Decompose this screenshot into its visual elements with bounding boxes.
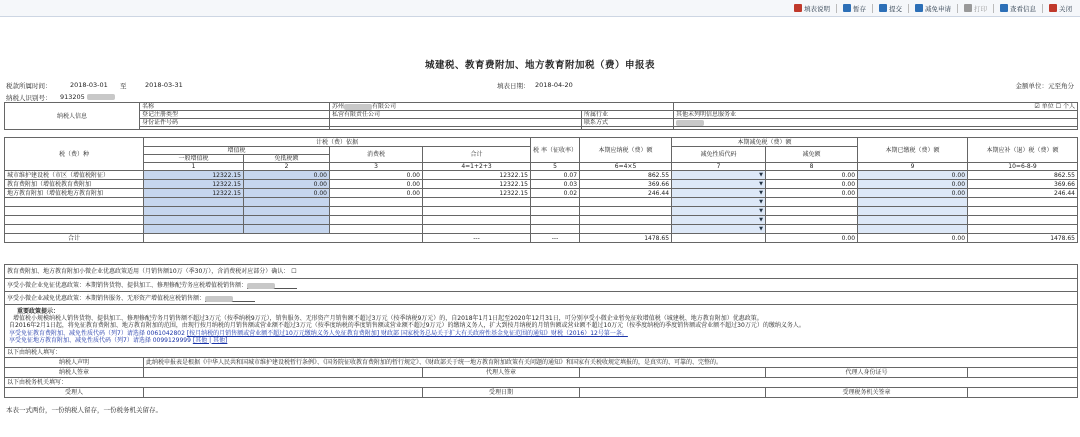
tax-type-header: 税（费）种 <box>5 138 144 171</box>
empty-cell <box>766 225 858 234</box>
agent-id-field[interactable] <box>968 368 1078 378</box>
tax-type-name: 地方教育附加（增值税地方教育附加 <box>5 189 144 198</box>
empty-cell <box>766 207 858 216</box>
paid-input[interactable]: 0.00 <box>858 180 968 189</box>
col-num: 5 <box>531 163 580 171</box>
exempt-header: 免抵税额 <box>244 155 330 163</box>
toolbar-separator <box>957 4 958 13</box>
paid-input[interactable]: 0.00 <box>858 171 968 180</box>
tax-type-name <box>5 198 144 207</box>
confirm-checkbox[interactable]: ☐ <box>291 268 297 275</box>
acceptor-label: 受理人 <box>5 388 144 398</box>
chevron-down-icon: ▼ <box>759 217 764 223</box>
agent-sign-label: 代理人签章 <box>423 368 580 378</box>
basis-header: 计税（费）依据 <box>144 138 531 147</box>
table-row-empty <box>5 216 1078 225</box>
empty-cell <box>330 216 423 225</box>
empty-cell <box>766 198 858 207</box>
reduce-amount-value: 0.00 <box>766 171 858 180</box>
reduce-amount-value: 0.00 <box>766 180 858 189</box>
empty-cell <box>423 225 531 234</box>
col-num: 8 <box>766 163 858 171</box>
exempt-input[interactable] <box>244 207 330 216</box>
chevron-down-icon: ▼ <box>759 208 764 214</box>
entity-type-options: ☑ 单位 ☐ 个人 <box>674 103 1078 111</box>
period-end: 2018-03-31 <box>145 81 183 89</box>
rate-value: 0.02 <box>531 189 580 198</box>
reduce-amount-value: 0.00 <box>766 189 858 198</box>
reduce-code-select[interactable] <box>672 207 766 216</box>
help-doc-icon <box>794 4 802 12</box>
reduce-code-select[interactable] <box>672 225 766 234</box>
general-vat-input[interactable]: 12322.15 <box>144 180 244 189</box>
chevron-down-icon: ▼ <box>759 226 764 232</box>
rate-value: 0.07 <box>531 171 580 180</box>
vat-header: 增值税 <box>144 147 330 155</box>
paid-input[interactable] <box>858 216 968 225</box>
reg-type-label: 登记注册类型 <box>140 111 330 119</box>
reduce-apply-icon <box>915 4 923 12</box>
declare-text: 此纳税申报表是根据《中华人民共和国城市维护建设税暂行条例》、《国务院征收教育费附加的暂行规定》、《财政部关于统一地方教育附加政策有关问题的通知》和国家有关税收规定填报的，是真实的、可靠的、完整的。 <box>144 358 1078 368</box>
redacted-mark <box>676 120 704 126</box>
unit-radio[interactable]: ☑ <box>1034 103 1040 110</box>
reduce-code-header: 减免性质代码 <box>672 147 766 163</box>
refund-value: 369.66 <box>968 180 1078 189</box>
print-icon <box>964 4 972 12</box>
empty-cell <box>531 225 580 234</box>
contact-label: 联系方式 <box>582 119 674 127</box>
total-dash: --- <box>531 234 580 243</box>
table-row <box>5 180 1078 189</box>
paid-header: 本期已缴税（费）额 <box>858 138 968 163</box>
reduce-code-select[interactable] <box>672 189 766 198</box>
empty-cell <box>330 207 423 216</box>
tips-title: 重要政策提示： <box>17 307 60 315</box>
paid-input[interactable] <box>858 225 968 234</box>
reduce-code-select[interactable] <box>672 198 766 207</box>
refund-header: 本期应补（退）税（费）额 <box>968 138 1078 163</box>
empty-cell <box>330 225 423 234</box>
total-value: 12322.15 <box>423 189 531 198</box>
info-section-label: 纳税人信息 <box>5 103 140 130</box>
reduce-code-select[interactable] <box>672 171 766 180</box>
payable-header: 本期应纳税（费）额 <box>580 138 672 163</box>
taxpayer-sign-field[interactable] <box>144 368 423 378</box>
toolbar-separator <box>908 4 909 13</box>
rate-header: 税 率（征收率） <box>531 138 580 163</box>
accept-date-label: 受理日期 <box>423 388 580 398</box>
chevron-down-icon: ▼ <box>759 172 764 178</box>
empty-cell <box>968 198 1078 207</box>
period-start: 2018-03-01 <box>70 81 108 89</box>
section-tax-office: 以下由税务机关填写： <box>5 378 1078 388</box>
total-paid: 0.00 <box>858 234 968 243</box>
person-radio[interactable]: ☐ <box>1055 103 1062 110</box>
toolbar-separator <box>1042 4 1043 13</box>
info-icon <box>1000 4 1008 12</box>
empty-cell <box>580 216 672 225</box>
payable-value: 369.66 <box>580 180 672 189</box>
col-num: 7 <box>672 163 766 171</box>
tip-1: 增值税小规模纳税人销售货物、提供加工、修理修配劳务月销售额不超过3万元（按季纳税9万元），销售服务、无形资产月销售额不超过3万元（按季纳税9万元）的，自2018年1月1日起至2020年12月31日，可分别享受小微企业暂免征收增值税（城建税、地方教育附加）优惠政策。 <box>13 315 763 323</box>
total-value: 12322.15 <box>423 171 531 180</box>
empty-cell <box>580 207 672 216</box>
tip-3: 享受免征教育费附加、减免性质代码（列7）请选择 0061042802 [按月纳税的月销售额或营业额不超过10万元缴纳义务人免征教育费附加] 财政部 国家税务总局关于扩大有关政府性基金免征范围的通知》财税（2016）12号第一条。 <box>9 329 628 337</box>
exempt-input[interactable] <box>244 225 330 234</box>
general-vat-header: 一般增值税 <box>144 155 244 163</box>
general-vat-input[interactable]: 12322.15 <box>144 171 244 180</box>
rate-value: 0.03 <box>531 180 580 189</box>
tax-type-name <box>5 225 144 234</box>
reduce-amount-header: 减免额 <box>766 147 858 163</box>
payable-value: 862.55 <box>580 171 672 180</box>
declaration-table <box>4 137 1078 243</box>
empty-cell <box>423 198 531 207</box>
signature-table <box>4 347 1078 398</box>
industry-value: 其他未列明信息服务业 <box>674 111 1078 119</box>
redacted-mark <box>205 296 233 302</box>
consumption-value: 0.00 <box>330 189 423 198</box>
payable-value: 246.44 <box>580 189 672 198</box>
empty-cell <box>531 207 580 216</box>
paid-input[interactable] <box>858 207 968 216</box>
exempt-input[interactable] <box>244 198 330 207</box>
fill-date-label: 填表日期： <box>497 82 530 90</box>
general-vat-input[interactable] <box>144 225 244 234</box>
page-title: 城建税、教育费附加、地方教育附加税（费）申报表 <box>424 60 655 71</box>
table-row-empty <box>5 225 1078 234</box>
tip-4-link[interactable]: [其他 | 其他] <box>192 336 228 344</box>
col-num: 4=1+2+3 <box>423 163 531 171</box>
col-num: 3 <box>330 163 423 171</box>
exempt-input[interactable]: 0.00 <box>244 180 330 189</box>
toolbar-submit-button[interactable] <box>875 4 906 13</box>
toolbar-close-button[interactable] <box>1045 4 1076 13</box>
toolbar-print-button[interactable] <box>960 4 991 13</box>
general-vat-input[interactable]: 12322.15 <box>144 189 244 198</box>
reg-type-value: 私营有限责任公司 <box>330 111 582 119</box>
toolbar-separator <box>993 4 994 13</box>
notes-table <box>4 264 1078 348</box>
accept-seal-label: 受理税务机关签章 <box>766 388 968 398</box>
taxpayer-info-table <box>4 102 1078 130</box>
taxpayer-id-label: 纳税人识别号： <box>6 94 52 102</box>
empty-cell <box>330 198 423 207</box>
declare-label: 纳税人声明 <box>5 358 144 368</box>
small-biz-reduce: 享受小微企业减免优惠政策：本期销售服务、无形资产增值税应税销售额： <box>5 292 1078 305</box>
period-label: 税款所属时间： <box>6 82 52 90</box>
unit-label: 金额单位：元至角分 <box>1015 82 1074 90</box>
empty-cell <box>423 216 531 225</box>
toolbar-separator <box>836 4 837 13</box>
toolbar-save-button[interactable] <box>839 4 870 13</box>
total-header: 合计 <box>423 147 531 163</box>
name-value: 苏州 有限公司 <box>330 103 674 111</box>
toolbar-reduce-apply-button[interactable] <box>911 4 955 13</box>
refund-value: 862.55 <box>968 171 1078 180</box>
id-type-value <box>330 119 582 127</box>
industry-label: 所属行业 <box>582 111 674 119</box>
paid-input[interactable]: 0.00 <box>858 189 968 198</box>
toolbar-label: 关闭 <box>1059 4 1072 13</box>
consumption-value: 0.00 <box>330 180 423 189</box>
chevron-down-icon: ▼ <box>759 181 764 187</box>
empty-cell <box>531 216 580 225</box>
save-icon <box>843 4 851 12</box>
empty-cell <box>580 198 672 207</box>
close-icon <box>1049 4 1057 12</box>
tax-type-name <box>5 216 144 225</box>
small-biz-exempt: 享受小微企业免征优惠政策：本期销售货物、提供加工、修理修配劳务应税增值税销售额： <box>5 279 1078 292</box>
total-refund: 1478.65 <box>968 234 1078 243</box>
table-row <box>5 189 1078 198</box>
exempt-input[interactable]: 0.00 <box>244 171 330 180</box>
name-label: 名称 <box>140 103 330 111</box>
consumption-header: 消费税 <box>330 147 423 163</box>
submit-icon <box>879 4 887 12</box>
total-reduce: 0.00 <box>766 234 858 243</box>
toolbar-label: 减免申请 <box>925 4 951 13</box>
total-payable: 1478.65 <box>580 234 672 243</box>
toolbar-label: 暂存 <box>853 4 866 13</box>
table-row-empty <box>5 198 1078 207</box>
general-vat-input[interactable] <box>144 198 244 207</box>
col-num: 1 <box>144 163 244 171</box>
col-num: 6=4×5 <box>580 163 672 171</box>
small-biz-confirm: 教育费附加、地方教育附加小微企业优惠政策适用（月销售额10万（季30万），含消费税对应部分）确认： ☐ <box>5 265 1078 279</box>
col-num: 2 <box>244 163 330 171</box>
toolbar-info-button[interactable] <box>996 4 1040 13</box>
chevron-down-icon: ▼ <box>759 199 764 205</box>
exempt-input[interactable] <box>244 216 330 225</box>
toolbar-label: 打印 <box>974 4 987 13</box>
tax-type-name: 城市维护建设税（市区（增值税附征） <box>5 171 144 180</box>
id-type-label: 身份证件号码 <box>140 119 330 127</box>
toolbar <box>0 0 1080 17</box>
exempt-input[interactable]: 0.00 <box>244 189 330 198</box>
empty-cell <box>968 216 1078 225</box>
reduce-header: 本期减免税（费）额 <box>672 138 858 147</box>
tip-2: 自2016年2月1日起，将免征教育费附加、地方教育附加的范围，由现行按月纳税的月销售额或营业额不超过3万元（按季度纳税的季度销售额或营业额不超过9万元）的缴纳义务人，扩大到按月纳税的月销售额或营业额不超过10万元（按季度纳税的季度销售额或营业额不超过30万元）的缴纳义务人。 <box>9 322 805 330</box>
contact-value <box>674 119 1078 127</box>
goods-sales-input[interactable] <box>247 283 297 289</box>
fill-date: 2018-04-20 <box>535 81 573 89</box>
toolbar-label: 提交 <box>889 4 902 13</box>
table-row <box>5 171 1078 180</box>
footer-note: 本表一式两份，一份纳税人留存，一份税务机关留存。 <box>6 406 162 414</box>
reduce-code-select[interactable] <box>672 180 766 189</box>
reduce-code-select[interactable] <box>672 216 766 225</box>
policy-tips <box>5 305 1078 348</box>
refund-value: 246.44 <box>968 189 1078 198</box>
total-label: 合计 <box>5 234 144 243</box>
toolbar-help-doc-button[interactable] <box>790 4 834 13</box>
empty-cell <box>766 216 858 225</box>
taxpayer-id: 913205 <box>60 93 115 101</box>
tax-type-name <box>5 207 144 216</box>
agent-id-label: 代理人身份证号 <box>766 368 968 378</box>
agent-sign-field[interactable] <box>580 368 766 378</box>
col-num: 10=6-8-9 <box>968 163 1078 171</box>
chevron-down-icon: ▼ <box>759 190 764 196</box>
col-num: 9 <box>858 163 968 171</box>
taxpayer-sign-label: 纳税人签章 <box>5 368 144 378</box>
toolbar-label: 填表说明 <box>804 4 830 13</box>
empty-cell <box>531 198 580 207</box>
consumption-value: 0.00 <box>330 171 423 180</box>
redacted-mark <box>344 104 372 110</box>
general-vat-input[interactable] <box>144 207 244 216</box>
empty-cell <box>423 207 531 216</box>
tip-4: 享受免征地方教育附加、减免性质代码（列7）请选择 0099129999 [其他 | 其他] <box>9 336 228 344</box>
tax-type-name: 教育费附加（增值税教育费附加 <box>5 180 144 189</box>
redacted-mark <box>247 283 275 289</box>
redacted-mark <box>87 94 115 100</box>
service-sales-input[interactable] <box>205 296 255 302</box>
table-row-empty <box>5 207 1078 216</box>
empty-cell <box>580 225 672 234</box>
section-taxpayer: 以下由纳税人填写： <box>5 348 1078 358</box>
tip-3-link[interactable]: [按月纳税的月销售额或营业额不超过10万元缴纳义务人免征教育费附加] 财政部 国家税务总局关于扩大有关政府性基金免征范围的通知》财税（2016）12号第一条。 <box>186 329 628 337</box>
period-to: 至 <box>120 82 127 90</box>
toolbar-label: 查看信息 <box>1010 4 1036 13</box>
general-vat-input[interactable] <box>144 216 244 225</box>
toolbar-separator <box>872 4 873 13</box>
total-value: 12322.15 <box>423 180 531 189</box>
total-dash: --- <box>423 234 531 243</box>
empty-cell <box>968 207 1078 216</box>
empty-cell <box>968 225 1078 234</box>
paid-input[interactable] <box>858 198 968 207</box>
